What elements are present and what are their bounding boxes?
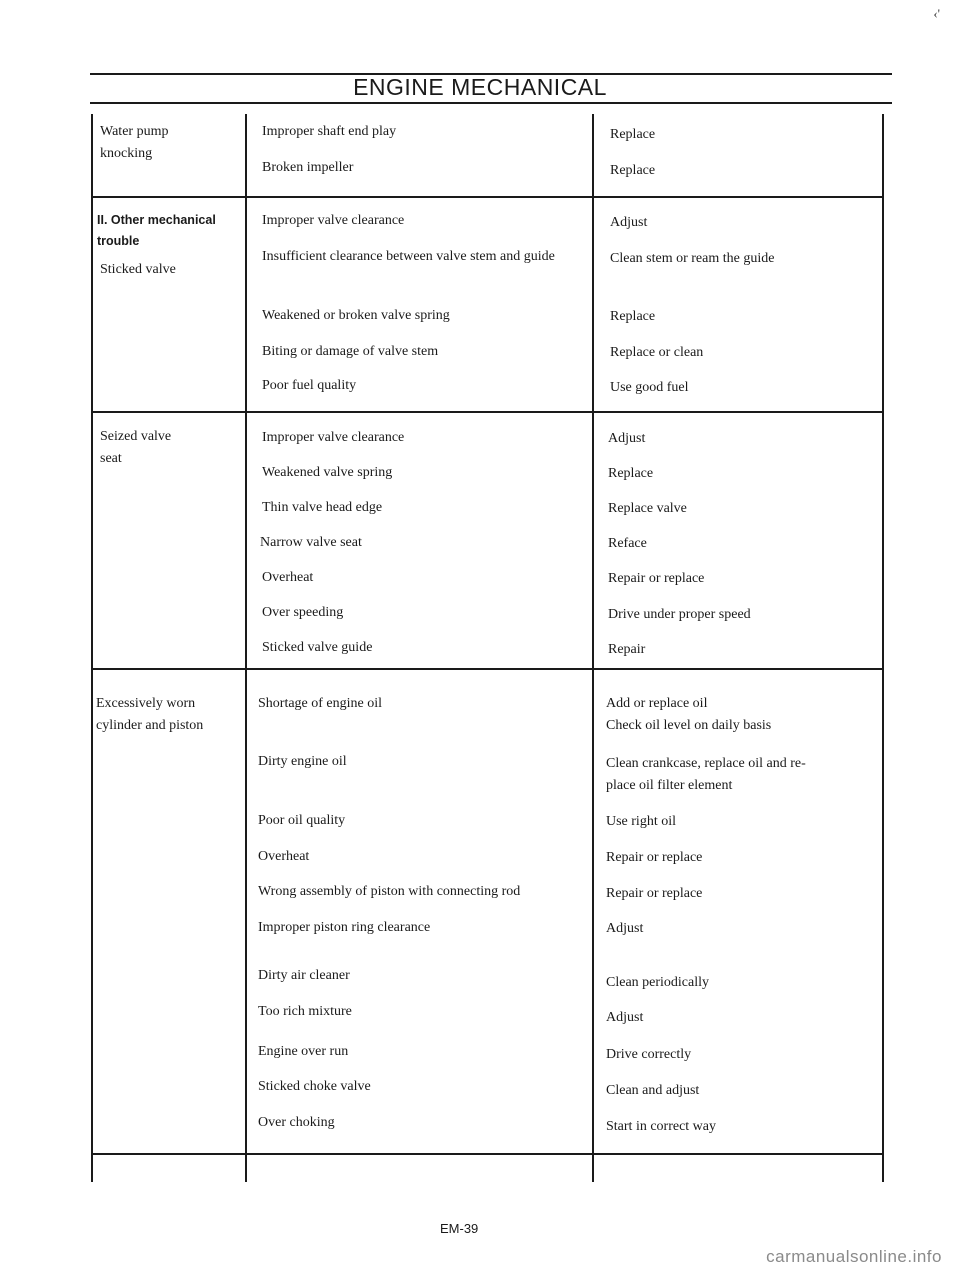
remedy-cell: Reface <box>608 536 647 551</box>
cause-cell: Sticked valve guide <box>262 640 373 655</box>
remedy-cell: Repair <box>608 642 646 657</box>
remedy-cell: Use good fuel <box>610 380 689 395</box>
cause-cell: Over speeding <box>262 605 344 620</box>
remedy-cell: Clean crankcase, replace oil and re- <box>606 756 806 771</box>
section-heading: II. Other mechanical <box>97 213 216 227</box>
cause-cell: Weakened valve spring <box>262 465 393 480</box>
page-title: ENGINE MECHANICAL <box>353 74 607 100</box>
cause-cell: Poor oil quality <box>258 813 346 828</box>
remedy-cell: Drive under proper speed <box>608 607 751 622</box>
cause-cell: Biting or damage of valve stem <box>262 344 439 359</box>
remedy-cell: Repair or replace <box>606 850 703 865</box>
remedy-cell: Clean periodically <box>606 975 710 990</box>
cause-cell: Too rich mixture <box>258 1004 352 1019</box>
remedy-cell: Adjust <box>606 921 644 936</box>
title-rule-bottom <box>90 102 892 104</box>
remedy-cell: Adjust <box>606 1010 644 1025</box>
remedy-cell: Replace <box>610 163 656 178</box>
symptom-line: Seized valve <box>100 429 172 444</box>
remedy-cell: Replace <box>610 127 656 142</box>
table-border-left <box>91 114 93 1182</box>
symptom-line: Water pump <box>100 124 169 139</box>
cause-cell: Thin valve head edge <box>262 500 383 515</box>
cause-cell: Wrong assembly of piston with connecting rod <box>258 884 521 899</box>
remedy-cell: Clean stem or ream the guide <box>610 251 775 266</box>
remedy-cell: Add or replace oil <box>606 696 708 711</box>
remedy-cell: place oil filter element <box>606 778 733 793</box>
remedy-cell: Replace or clean <box>610 345 704 360</box>
cause-cell: Weakened or broken valve spring <box>262 308 450 323</box>
cause-cell: Dirty air cleaner <box>258 968 350 983</box>
remedy-cell: Adjust <box>608 431 646 446</box>
symptom-line: Excessively worn <box>96 696 196 711</box>
page-number: EM-39 <box>440 1221 479 1236</box>
remedy-cell: Use right oil <box>606 814 676 829</box>
cause-cell: Poor fuel quality <box>262 378 357 393</box>
symptom-line: cylinder and piston <box>96 718 204 733</box>
remedy-cell: Replace <box>610 309 656 324</box>
cause-cell: Insufficient clearance between valve stem and guide <box>262 249 555 264</box>
remedy-cell: Clean and adjust <box>606 1083 700 1098</box>
cause-cell: Engine over run <box>258 1044 349 1059</box>
cause-cell: Over choking <box>258 1115 335 1130</box>
symptom-line: seat <box>100 451 122 466</box>
cause-cell: Improper shaft end play <box>262 124 397 139</box>
remedy-cell: Check oil level on daily basis <box>606 718 772 733</box>
symptom-line: knocking <box>100 146 153 161</box>
cause-cell: Overheat <box>258 849 310 864</box>
cause-cell: Dirty engine oil <box>258 754 347 769</box>
symptom-line: Sticked valve <box>100 262 176 277</box>
corner-mark-icon: ‹' <box>933 6 940 21</box>
group-separator <box>91 1153 884 1155</box>
cause-cell: Improper valve clearance <box>262 430 405 445</box>
remedy-cell: Drive correctly <box>606 1047 692 1062</box>
remedy-cell: Start in correct way <box>606 1119 717 1134</box>
cause-cell: Sticked choke valve <box>258 1079 371 1094</box>
table-divider-remedy <box>592 114 594 1182</box>
cause-cell: Improper valve clearance <box>262 213 405 228</box>
table-border-right <box>882 114 884 1182</box>
remedy-cell: Repair or replace <box>608 571 705 586</box>
remedy-cell: Repair or replace <box>606 886 703 901</box>
remedy-cell: Replace <box>608 466 654 481</box>
section-heading: trouble <box>97 234 140 248</box>
site-watermark: carmanualsonline.info <box>766 1247 942 1266</box>
cause-cell: Shortage of engine oil <box>258 696 383 711</box>
cause-cell: Improper piston ring clearance <box>258 920 431 935</box>
cause-cell: Overheat <box>262 570 314 585</box>
group-separator <box>91 411 884 413</box>
cause-cell: Broken impeller <box>262 160 354 175</box>
group-separator <box>91 196 884 198</box>
remedy-cell: Replace valve <box>608 501 687 516</box>
group-separator <box>91 668 884 670</box>
cause-cell: Narrow valve seat <box>260 535 362 550</box>
table-divider-cause <box>245 114 247 1182</box>
remedy-cell: Adjust <box>610 215 648 230</box>
